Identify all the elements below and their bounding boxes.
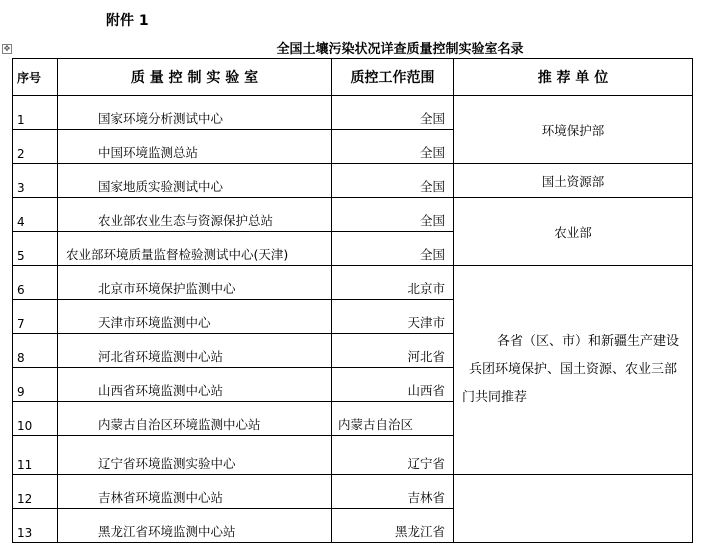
header-recommender: 推 荐 单 位 — [454, 59, 693, 96]
row-lab: 国家地质实验测试中心 — [58, 164, 332, 198]
row-no: 7 — [13, 300, 58, 334]
recommender-land: 国土资源部 — [454, 164, 693, 198]
lab-directory-table — [12, 58, 693, 543]
attachment-label: 附件 1 — [106, 13, 149, 29]
row-no: 8 — [13, 334, 58, 368]
table-row — [13, 164, 693, 198]
row-lab: 吉林省环境监测中心站 — [58, 475, 332, 509]
row-scope: 河北省 — [332, 334, 454, 368]
document-title: 全国土壤污染状况详查质量控制实验室名录 — [276, 42, 524, 57]
row-no: 2 — [13, 130, 58, 164]
recommender-agri: 农业部 — [454, 198, 693, 266]
row-lab: 内蒙古自治区环境监测中心站 — [58, 402, 332, 436]
row-lab: 黑龙江省环境监测中心站 — [58, 509, 332, 543]
row-scope: 山西省 — [332, 368, 454, 402]
header-lab: 质 量 控 制 实 验 室 — [58, 59, 332, 96]
row-no: 4 — [13, 198, 58, 232]
row-scope: 全国 — [332, 130, 454, 164]
header-no: 序号 — [13, 59, 58, 96]
row-lab: 农业部环境质量监督检验测试中心(天津) — [58, 232, 332, 266]
table-row — [13, 475, 693, 509]
row-no: 5 — [13, 232, 58, 266]
row-no: 1 — [13, 96, 58, 130]
row-no: 12 — [13, 475, 58, 509]
row-scope: 内蒙古自治区 — [332, 402, 454, 436]
row-lab: 北京市环境保护监测中心 — [58, 266, 332, 300]
table-header-row — [13, 59, 693, 96]
row-lab: 天津市环境监测中心 — [58, 300, 332, 334]
row-no: 3 — [13, 164, 58, 198]
row-scope: 吉林省 — [332, 475, 454, 509]
table-row — [13, 266, 693, 300]
recommender-env: 环境保护部 — [454, 96, 693, 164]
row-lab: 河北省环境监测中心站 — [58, 334, 332, 368]
row-scope: 辽宁省 — [332, 436, 454, 475]
recommender-line-1: 各省（区、市）和新疆生产建设 — [496, 334, 679, 349]
row-scope: 天津市 — [332, 300, 454, 334]
recommender-provinces — [454, 266, 693, 475]
row-no: 6 — [13, 266, 58, 300]
row-no: 10 — [13, 402, 58, 436]
move-anchor-icon[interactable]: ✥ — [3, 44, 11, 53]
row-scope: 全国 — [332, 96, 454, 130]
recommender-blank — [454, 475, 693, 543]
row-scope: 黑龙江省 — [332, 509, 454, 543]
row-scope: 北京市 — [332, 266, 454, 300]
row-no: 11 — [13, 436, 58, 475]
row-lab: 中国环境监测总站 — [58, 130, 332, 164]
table-row — [13, 198, 693, 232]
table-row — [13, 96, 693, 130]
recommender-line-3: 门共同推荐 — [462, 390, 528, 405]
row-lab: 辽宁省环境监测实验中心 — [58, 436, 332, 475]
row-no: 13 — [13, 509, 58, 543]
row-scope: 全国 — [332, 232, 454, 266]
row-lab: 山西省环境监测中心站 — [58, 368, 332, 402]
recommender-line-2: 兵团环境保护、国土资源、农业三部 — [468, 362, 677, 377]
row-lab: 国家环境分析测试中心 — [58, 96, 332, 130]
row-scope: 全国 — [332, 164, 454, 198]
row-scope: 全国 — [332, 198, 454, 232]
header-scope: 质控工作范围 — [332, 59, 454, 96]
row-lab: 农业部农业生态与资源保护总站 — [58, 198, 332, 232]
row-no: 9 — [13, 368, 58, 402]
